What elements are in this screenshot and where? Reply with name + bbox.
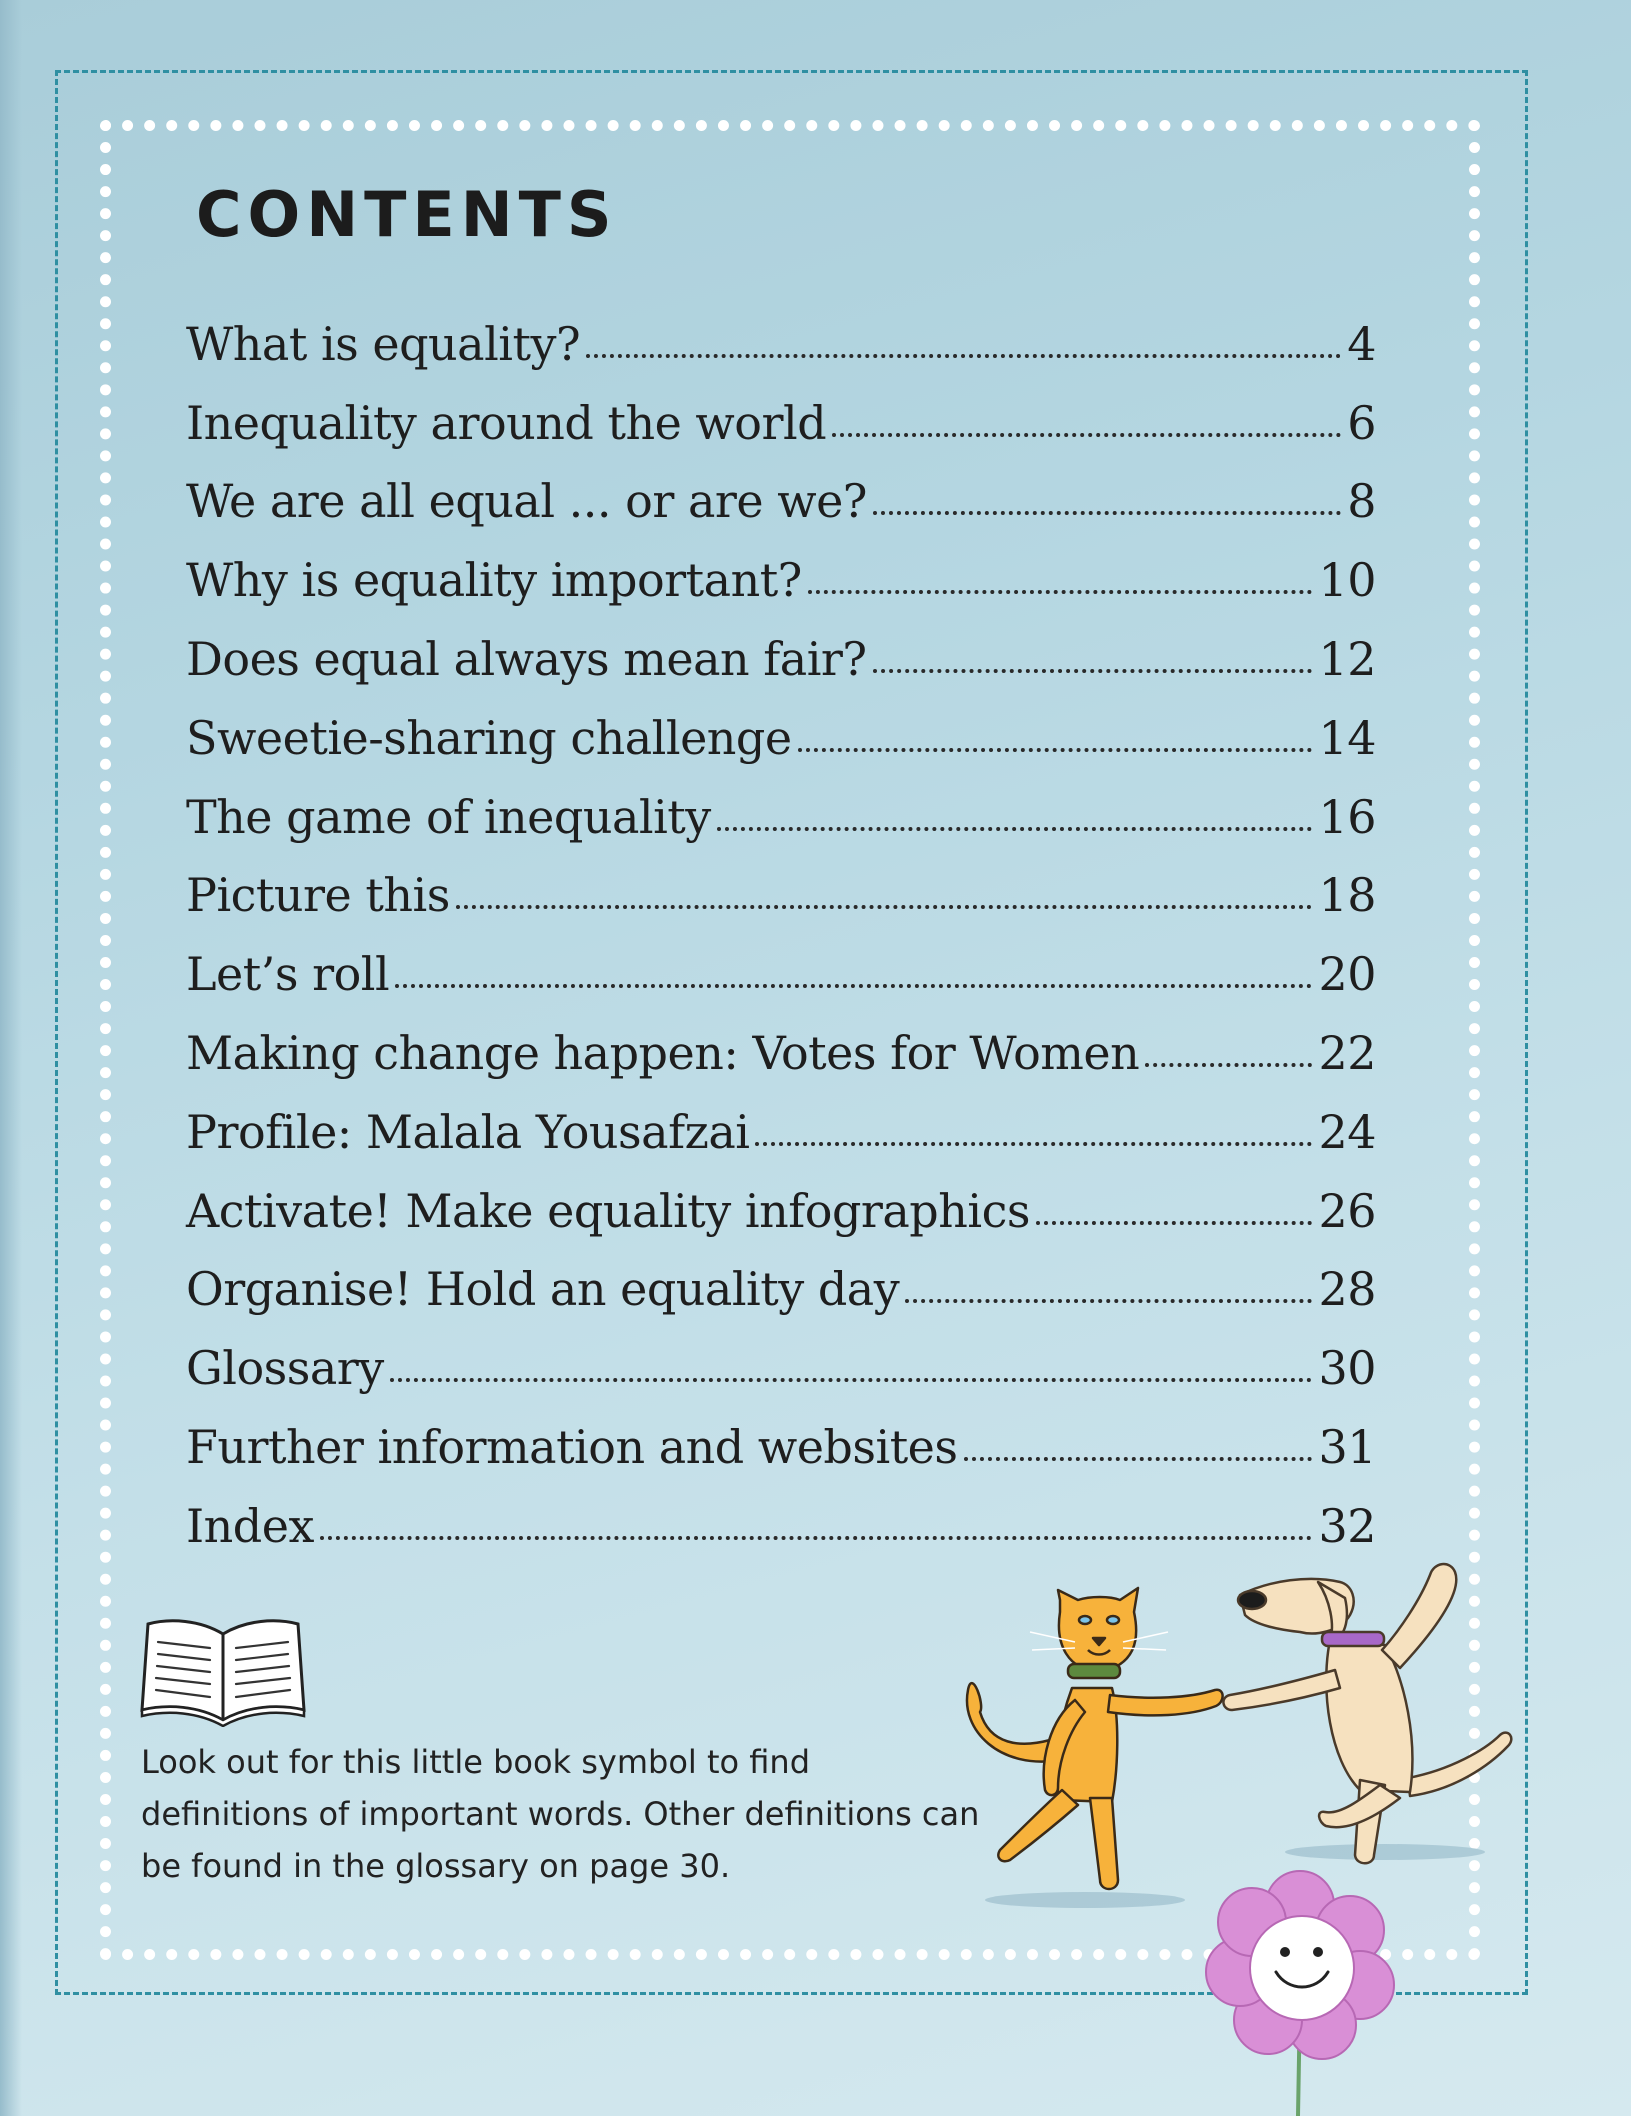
toc-entry bbox=[186, 922, 1376, 1001]
toc-entry-title: Does equal always mean fair? bbox=[186, 631, 867, 686]
toc-leader-dots bbox=[964, 1457, 1313, 1461]
toc-entry-title: Why is equality important? bbox=[186, 553, 802, 608]
toc-entry bbox=[186, 1316, 1376, 1395]
toc-entry-page: 30 bbox=[1318, 1341, 1376, 1396]
toc-entry-page: 18 bbox=[1318, 868, 1376, 923]
toc-entry bbox=[186, 1238, 1376, 1317]
toc-leader-dots bbox=[905, 1299, 1312, 1303]
toc-leader-dots bbox=[873, 511, 1341, 515]
toc-entry bbox=[186, 607, 1376, 686]
toc-entry-title: Further information and websites bbox=[186, 1419, 958, 1474]
toc-entry-title: Organise! Hold an equality day bbox=[186, 1262, 900, 1317]
toc-entry-title: Making change happen: Votes for Women bbox=[186, 1025, 1140, 1080]
toc-leader-dots bbox=[798, 748, 1313, 752]
toc-entry-page: 4 bbox=[1347, 316, 1376, 371]
toc-entry-page: 10 bbox=[1318, 553, 1376, 608]
toc-entry-page: 28 bbox=[1318, 1262, 1376, 1317]
toc-entry bbox=[186, 528, 1376, 607]
toc-entry-page: 26 bbox=[1318, 1183, 1376, 1238]
page-title: CONTENTS bbox=[196, 178, 618, 251]
toc-entry-title: Profile: Malala Yousafzai bbox=[186, 1104, 750, 1159]
book-symbol-note: Look out for this little book symbol to find definitions of important words. Other definitions can be found in the glossary on page 30. bbox=[141, 1743, 980, 1885]
toc-leader-dots bbox=[717, 827, 1313, 831]
toc-entry-page: 22 bbox=[1318, 1025, 1376, 1080]
toc-entry-title: The game of inequality bbox=[186, 789, 711, 844]
toc-entry bbox=[186, 1395, 1376, 1474]
toc-leader-dots bbox=[755, 1142, 1312, 1146]
toc-entry-title: Index bbox=[186, 1498, 314, 1553]
toc-leader-dots bbox=[456, 905, 1313, 909]
toc-entry bbox=[186, 1080, 1376, 1159]
toc-entry-title: We are all equal ... or are we? bbox=[186, 474, 867, 529]
toc-leader-dots bbox=[808, 590, 1313, 594]
toc-entry-page: 12 bbox=[1318, 631, 1376, 686]
toc-leader-dots bbox=[873, 669, 1313, 673]
toc-entry bbox=[186, 1159, 1376, 1238]
toc-entry-title: Let’s roll bbox=[186, 947, 390, 1002]
toc-entry-title: Sweetie-sharing challenge bbox=[186, 710, 792, 765]
toc-entry-page: 32 bbox=[1318, 1498, 1376, 1553]
toc-leader-dots bbox=[390, 1378, 1313, 1382]
toc-entry-page: 14 bbox=[1318, 710, 1376, 765]
toc-entry bbox=[186, 292, 1376, 371]
toc-entry-page: 20 bbox=[1318, 947, 1376, 1002]
toc-leader-dots bbox=[1036, 1221, 1312, 1225]
toc-entry-title: What is equality? bbox=[186, 316, 581, 371]
toc-entry-title: Activate! Make equality infographics bbox=[186, 1183, 1030, 1238]
toc-entry-page: 6 bbox=[1347, 395, 1376, 450]
toc-leader-dots bbox=[832, 433, 1341, 437]
toc-entry-page: 24 bbox=[1318, 1104, 1376, 1159]
toc-entry-page: 16 bbox=[1318, 789, 1376, 844]
toc-entry-title: Picture this bbox=[186, 868, 450, 923]
toc-entry bbox=[186, 765, 1376, 844]
toc-leader-dots bbox=[1145, 1063, 1312, 1067]
toc-entry-title: Inequality around the world bbox=[186, 395, 827, 450]
table-of-contents bbox=[186, 292, 1376, 1553]
toc-entry-page: 8 bbox=[1347, 474, 1376, 529]
toc-entry bbox=[186, 1001, 1376, 1080]
toc-leader-dots bbox=[395, 984, 1312, 988]
toc-entry bbox=[186, 1474, 1376, 1553]
toc-entry-page: 31 bbox=[1318, 1419, 1376, 1474]
toc-leader-dots bbox=[320, 1536, 1313, 1540]
toc-entry bbox=[186, 686, 1376, 765]
toc-leader-dots bbox=[586, 354, 1341, 358]
book-icon bbox=[138, 1612, 308, 1727]
book-spine-shadow bbox=[0, 0, 22, 2116]
toc-entry bbox=[186, 371, 1376, 450]
toc-entry bbox=[186, 450, 1376, 529]
toc-entry bbox=[186, 844, 1376, 923]
toc-entry-title: Glossary bbox=[186, 1341, 384, 1396]
